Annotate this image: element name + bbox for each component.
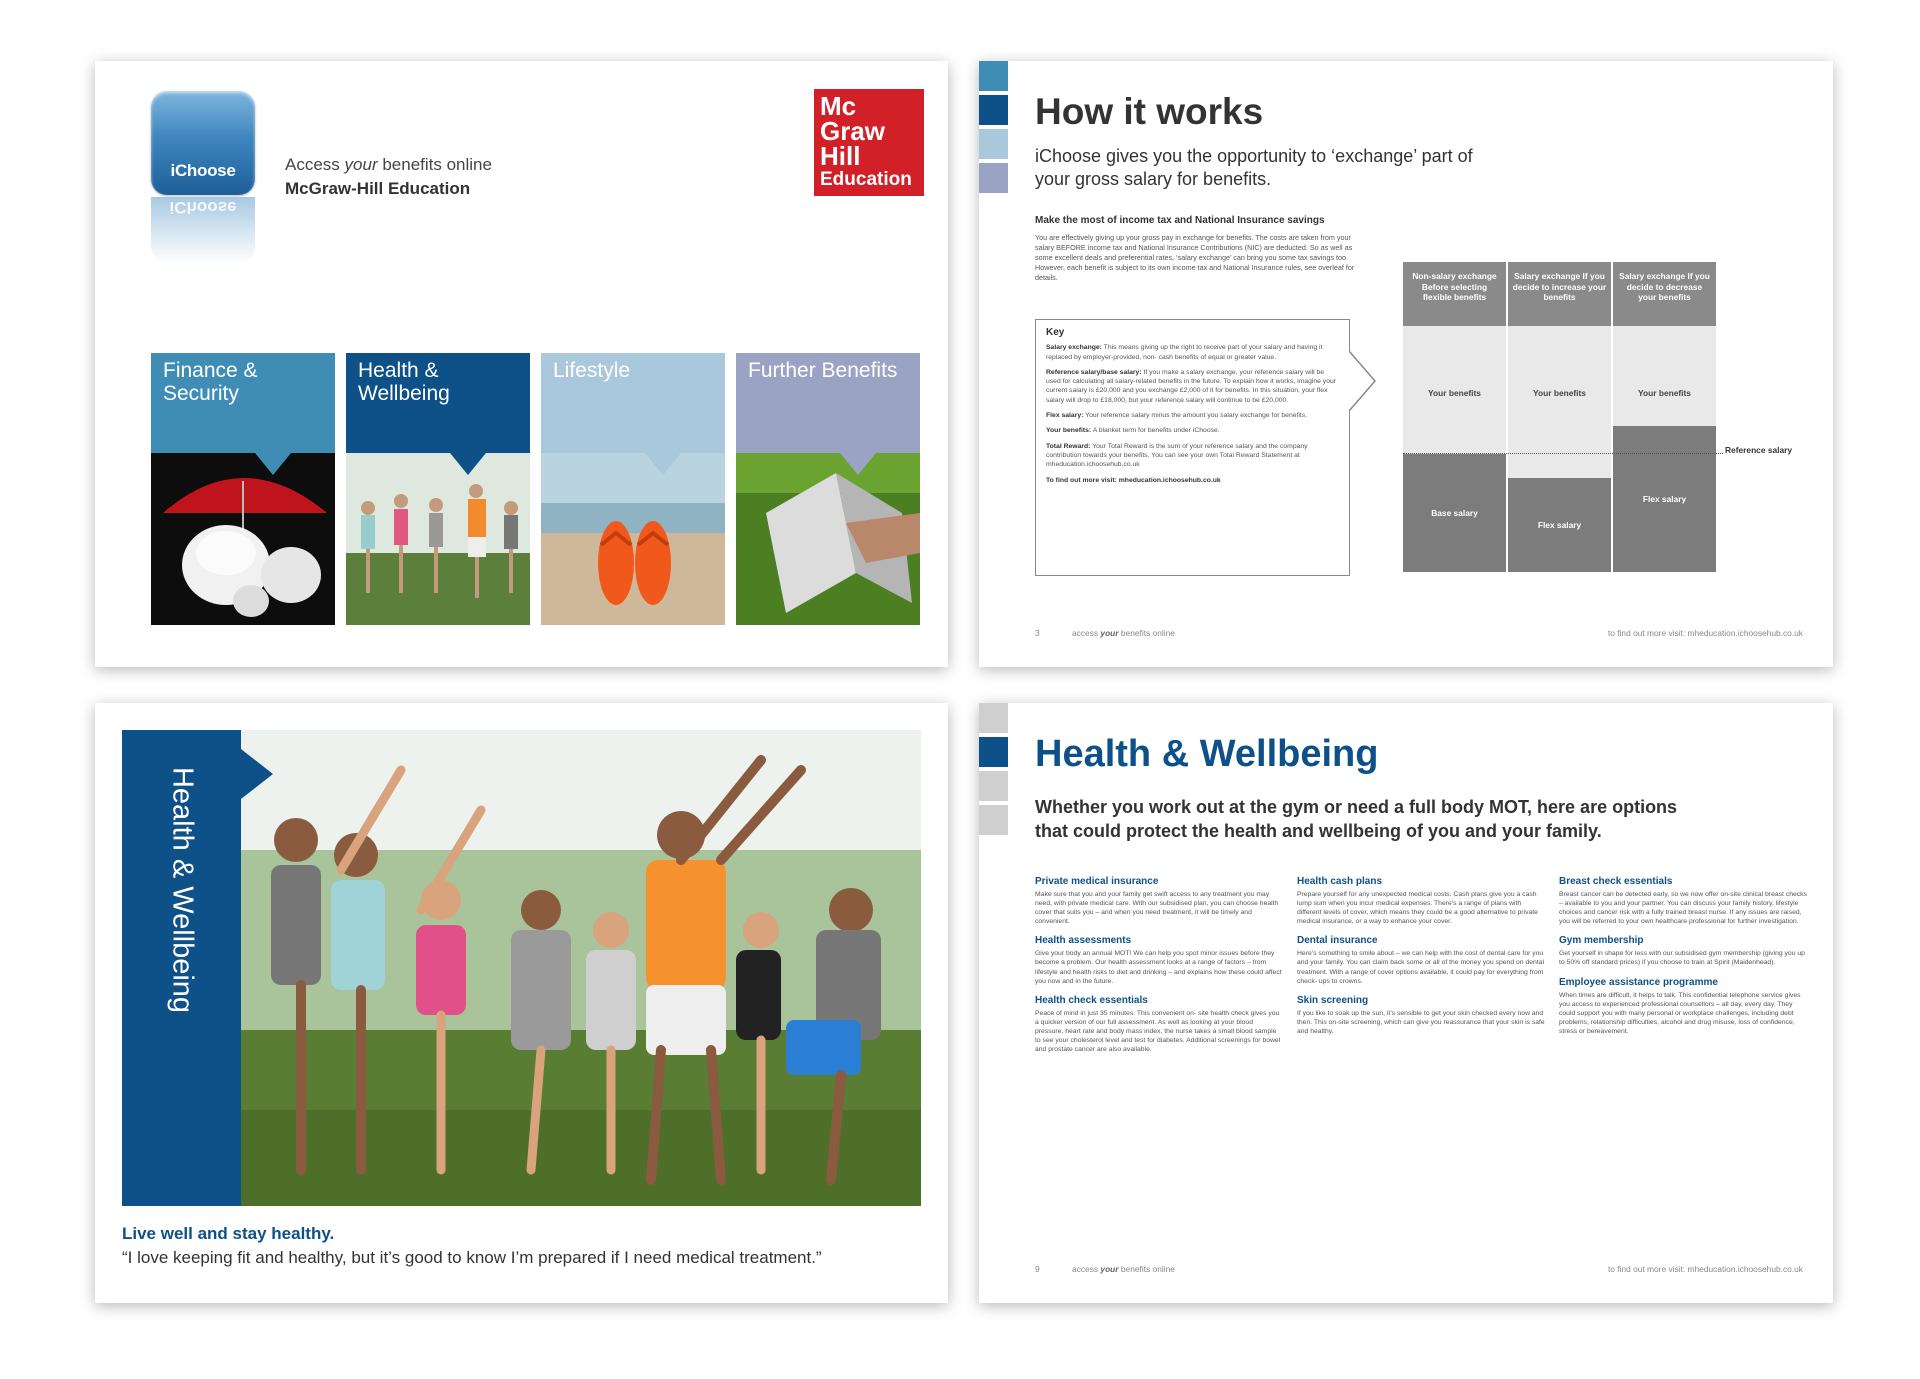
column-header: Non-salary exchange Before selecting flexible benefits xyxy=(1403,262,1506,326)
benefit-heading: Breast check essentials xyxy=(1559,876,1673,887)
footer-tagline xyxy=(1072,1264,1175,1274)
exercise-group-photo xyxy=(346,453,530,625)
category-lifestyle[interactable] xyxy=(541,353,725,625)
benefit-heading: Private medical insurance xyxy=(1035,876,1159,887)
benefit-heading: Employee assistance programme xyxy=(1559,976,1718,988)
footer-emphasis: your xyxy=(1100,628,1119,638)
ichoose-app-logo xyxy=(151,91,255,195)
ichoose-logo-reflection-text: iChoose xyxy=(169,198,237,217)
accent-square xyxy=(979,95,1008,125)
banner-notch xyxy=(241,749,273,799)
piggy-bank-photo xyxy=(151,453,335,625)
benefit-text: Here’s something to smile about – we can help with the cost of dental care for you and your family. You can claim back some or all of the money you spend on dental treatment. With a range of cover options available, it could pay for everything from check- ups to crowns. xyxy=(1297,950,1544,985)
category-health[interactable] xyxy=(346,353,530,625)
benefit-text: Make sure that you and your family get swift access to any treatment you may need, with private medical care. With our subsidised plan, you can choose health cover that suits you – and when you need treatment, it will be timely and convenient. xyxy=(1035,891,1279,926)
diagram-column xyxy=(1508,262,1611,572)
how-it-works-page xyxy=(979,61,1833,667)
key-definition: If you make a salary exchange, your reference salary will be used for calculating all salary-related benefits in the future. To explain how it works, imagine your current salary is £20,000 and you exchange £2,000 of it for benefits. In this situation, your flex salary will drop to £18,000, but your reference salary will continue to be £20,000. xyxy=(1046,368,1337,404)
tagline-part: benefits online xyxy=(377,155,492,174)
category-notch xyxy=(255,453,291,475)
benefits-block xyxy=(1613,326,1716,426)
footer-link[interactable]: to find out more visit: mheducation.ichoosehub.co.uk xyxy=(1607,1264,1803,1274)
key-term: Reference salary/base salary: xyxy=(1046,368,1142,376)
salary-block: Flex salary xyxy=(1508,478,1611,572)
category-notch xyxy=(450,453,486,475)
laptop-on-grass-photo xyxy=(736,453,920,625)
mcgraw-hill-logo xyxy=(814,89,924,196)
intro-text: Whether you work out at the gym or need a full body MOT, here are options that could protect the health and wellbeing of you and your family. xyxy=(1035,797,1678,841)
benefit-text: Peace of mind in just 35 minutes. This convenient on- site health check gives you a quicker version of our full assessment. As well as looking at your blood pressure, heart rate and body mass index, the nurse takes a small blood sample to see your cholesterol level and test for diabetes. Additional screenings for bowel and prostate cancer are also available. xyxy=(1035,1009,1281,1054)
benefit-heading: Gym membership xyxy=(1559,935,1644,947)
section-banner xyxy=(122,730,241,1206)
key-item xyxy=(1046,368,1339,405)
key-pointer-arrow xyxy=(1349,351,1379,411)
category-title: Health & Wellbeing xyxy=(346,353,530,453)
key-definition: Your reference salary minus the amount you salary exchange for benefits. xyxy=(1083,412,1308,420)
accent-square xyxy=(979,61,1008,91)
benefits-label: Your benefits xyxy=(1533,388,1586,398)
benefit-text: Get yourself in shape for less with our subsidised gym membership (giving you up to 50% off standard prices) if you choose to train at Spirit (Maidenhead). xyxy=(1559,950,1805,967)
accent-square xyxy=(979,163,1008,193)
ichoose-logo-reflection xyxy=(151,197,255,263)
category-notch xyxy=(645,453,681,475)
key-box xyxy=(1035,319,1350,576)
page-number: 3 xyxy=(1035,628,1040,638)
flip-flops-photo xyxy=(541,453,725,625)
benefit-text: If you like to soak up the sun, it’s sensible to get your skin checked every now and then. This on-site screening, which can give you reassurance that your skin is safe and healthy. xyxy=(1297,1009,1545,1035)
health-feature-page xyxy=(95,703,948,1303)
key-link[interactable]: To find out more visit: mheducation.ichoosehub.co.uk xyxy=(1046,476,1221,484)
body-text: You are effectively giving up your gross pay in exchange for benefits. The costs are taken from your salary BEFORE income tax and National Insurance Contributions (NIC) are deducted. So as well as some excellent deals and preferential rates, ‘salary exchange’ can bring you some tax savings too. However, each benefit is subject to its own income tax and National Insurance rules, see overleaf for details. xyxy=(1035,233,1355,282)
key-item xyxy=(1046,411,1339,420)
footer-emphasis: your xyxy=(1100,1264,1119,1274)
accent-square xyxy=(979,737,1008,767)
company-name: McGraw-Hill Education xyxy=(285,179,471,198)
banner-title: Health & Wellbeing xyxy=(166,766,199,1014)
column-header: Salary exchange If you decide to decrease your benefits xyxy=(1613,262,1716,326)
page-title: Health & Wellbeing xyxy=(1035,733,1379,775)
accent-square xyxy=(979,129,1008,159)
accent-square xyxy=(979,805,1008,835)
page-title: How it works xyxy=(1035,91,1264,132)
footer-tagline xyxy=(1072,628,1175,638)
category-title: Lifestyle xyxy=(541,353,725,453)
benefit-column xyxy=(1035,876,1283,1063)
category-finance[interactable] xyxy=(151,353,335,625)
benefit-heading: Dental insurance xyxy=(1297,935,1378,947)
key-definition: A blanket term for benefits under iChoose. xyxy=(1091,427,1220,435)
column-header: Salary exchange If you decide to increase your benefits xyxy=(1508,262,1611,326)
key-item xyxy=(1046,476,1339,485)
logo-line: Hill xyxy=(820,141,861,171)
benefit-text: When times are difficult, it helps to talk. This confidential telephone service gives you access to experienced professional counsellors – all day, every day. They could support you with many personal or workplace challenges, including debt problems, relationship difficulties, alcohol and drug misuse, loss of confidence, stress or bereavement. xyxy=(1559,991,1801,1035)
category-title: Further Benefits xyxy=(736,353,920,453)
benefit-text: Prepare yourself for any unexpected medical costs. Cash plans give you a cash lump sum when you incur medical expenses. There’s a range of plans with different levels of cover, which means they could be a good alternative to private medical insurance, or a way to enhance your cover. xyxy=(1297,891,1538,926)
diagram-column xyxy=(1613,262,1716,572)
tagline-emphasis: your xyxy=(344,155,378,174)
key-term: Salary exchange: xyxy=(1046,344,1102,352)
category-notch xyxy=(840,453,876,475)
benefit-text: Give your body an annual MOT! We can help you spot minor issues before they become a problem. Our health assessment looks at a range of factors – from lifestyle and health risks to diet and drinking – and explains how these could affect you now and in the future. xyxy=(1035,950,1282,985)
benefit-heading: Skin screening xyxy=(1297,994,1369,1006)
category-further-benefits[interactable] xyxy=(736,353,920,625)
health-detail-page xyxy=(979,703,1833,1303)
feature-lead: Live well and stay healthy. xyxy=(122,1224,335,1243)
benefits-label: Your benefits xyxy=(1638,388,1691,398)
footer-part: benefits online xyxy=(1118,1264,1175,1274)
key-term: Total Reward: xyxy=(1046,442,1091,450)
benefit-heading: Health check essentials xyxy=(1035,994,1148,1006)
logo-line: Mc xyxy=(820,91,857,121)
key-item xyxy=(1046,426,1339,435)
accent-square xyxy=(979,703,1008,733)
benefit-column xyxy=(1297,876,1545,1045)
logo-line: Education xyxy=(820,169,912,190)
benefits-label: Your benefits xyxy=(1428,388,1481,398)
key-title: Key xyxy=(1046,327,1065,338)
salary-block: Flex salary xyxy=(1613,426,1716,572)
key-definition: This means giving up the right to receive part of your salary and having it replaced by employer-provided, non- cash benefits of equal or greater value. xyxy=(1046,344,1323,361)
section-subheading: Make the most of income tax and National Insurance savings xyxy=(1035,215,1325,226)
logo-line: Graw xyxy=(820,116,886,146)
category-title: Finance & Security xyxy=(151,353,335,453)
reference-salary-label: Reference salary xyxy=(1725,445,1793,455)
accent-square xyxy=(979,771,1008,801)
benefit-text: Breast cancer can be detected early, so we now offer on-site clinical breast checks – available to you and your partner. You can discuss your family history, lifestyle choices and cancer risk with a fully trained breast nurse. If any issues are raised, you will be referred to your own healthcare professional for further investigation. xyxy=(1559,891,1807,926)
intro-text: iChoose gives you the opportunity to ‘exchange’ part of your gross salary for benefits. xyxy=(1035,146,1473,189)
footer-part: access xyxy=(1072,1264,1101,1274)
key-definition: Your Total Reward is the sum of your reference salary and the company contribution towards your benefits. You can see your own Total Reward Statement at mheducation.ichoosehub.co.uk xyxy=(1046,442,1308,469)
key-term: Your benefits: xyxy=(1046,427,1092,435)
cover-page xyxy=(95,61,948,667)
salary-block: Base salary xyxy=(1403,454,1506,572)
benefit-heading: Health assessments xyxy=(1035,935,1132,947)
diagram-column xyxy=(1403,262,1506,572)
feature-quote: “I love keeping fit and healthy, but it’s good to know I’m prepared if I need medical treatment.” xyxy=(122,1248,822,1267)
footer-part: access xyxy=(1072,628,1101,638)
footer-link[interactable]: to find out more visit: mheducation.ichoosehub.co.uk xyxy=(1607,628,1803,638)
benefits-block xyxy=(1508,326,1611,478)
key-item xyxy=(1046,442,1339,470)
reference-salary-line xyxy=(1403,453,1723,454)
tagline-part: Access xyxy=(285,155,345,174)
ichoose-logo-text: iChoose xyxy=(170,161,236,180)
key-item xyxy=(1046,343,1339,362)
benefit-heading: Health cash plans xyxy=(1297,876,1383,887)
key-term: Flex salary: xyxy=(1046,412,1084,420)
cover-tagline xyxy=(285,155,492,175)
benefit-column xyxy=(1559,876,1807,1045)
group-stretching-photo xyxy=(241,730,921,1206)
page-number: 9 xyxy=(1035,1264,1040,1274)
footer-part: benefits online xyxy=(1118,628,1175,638)
